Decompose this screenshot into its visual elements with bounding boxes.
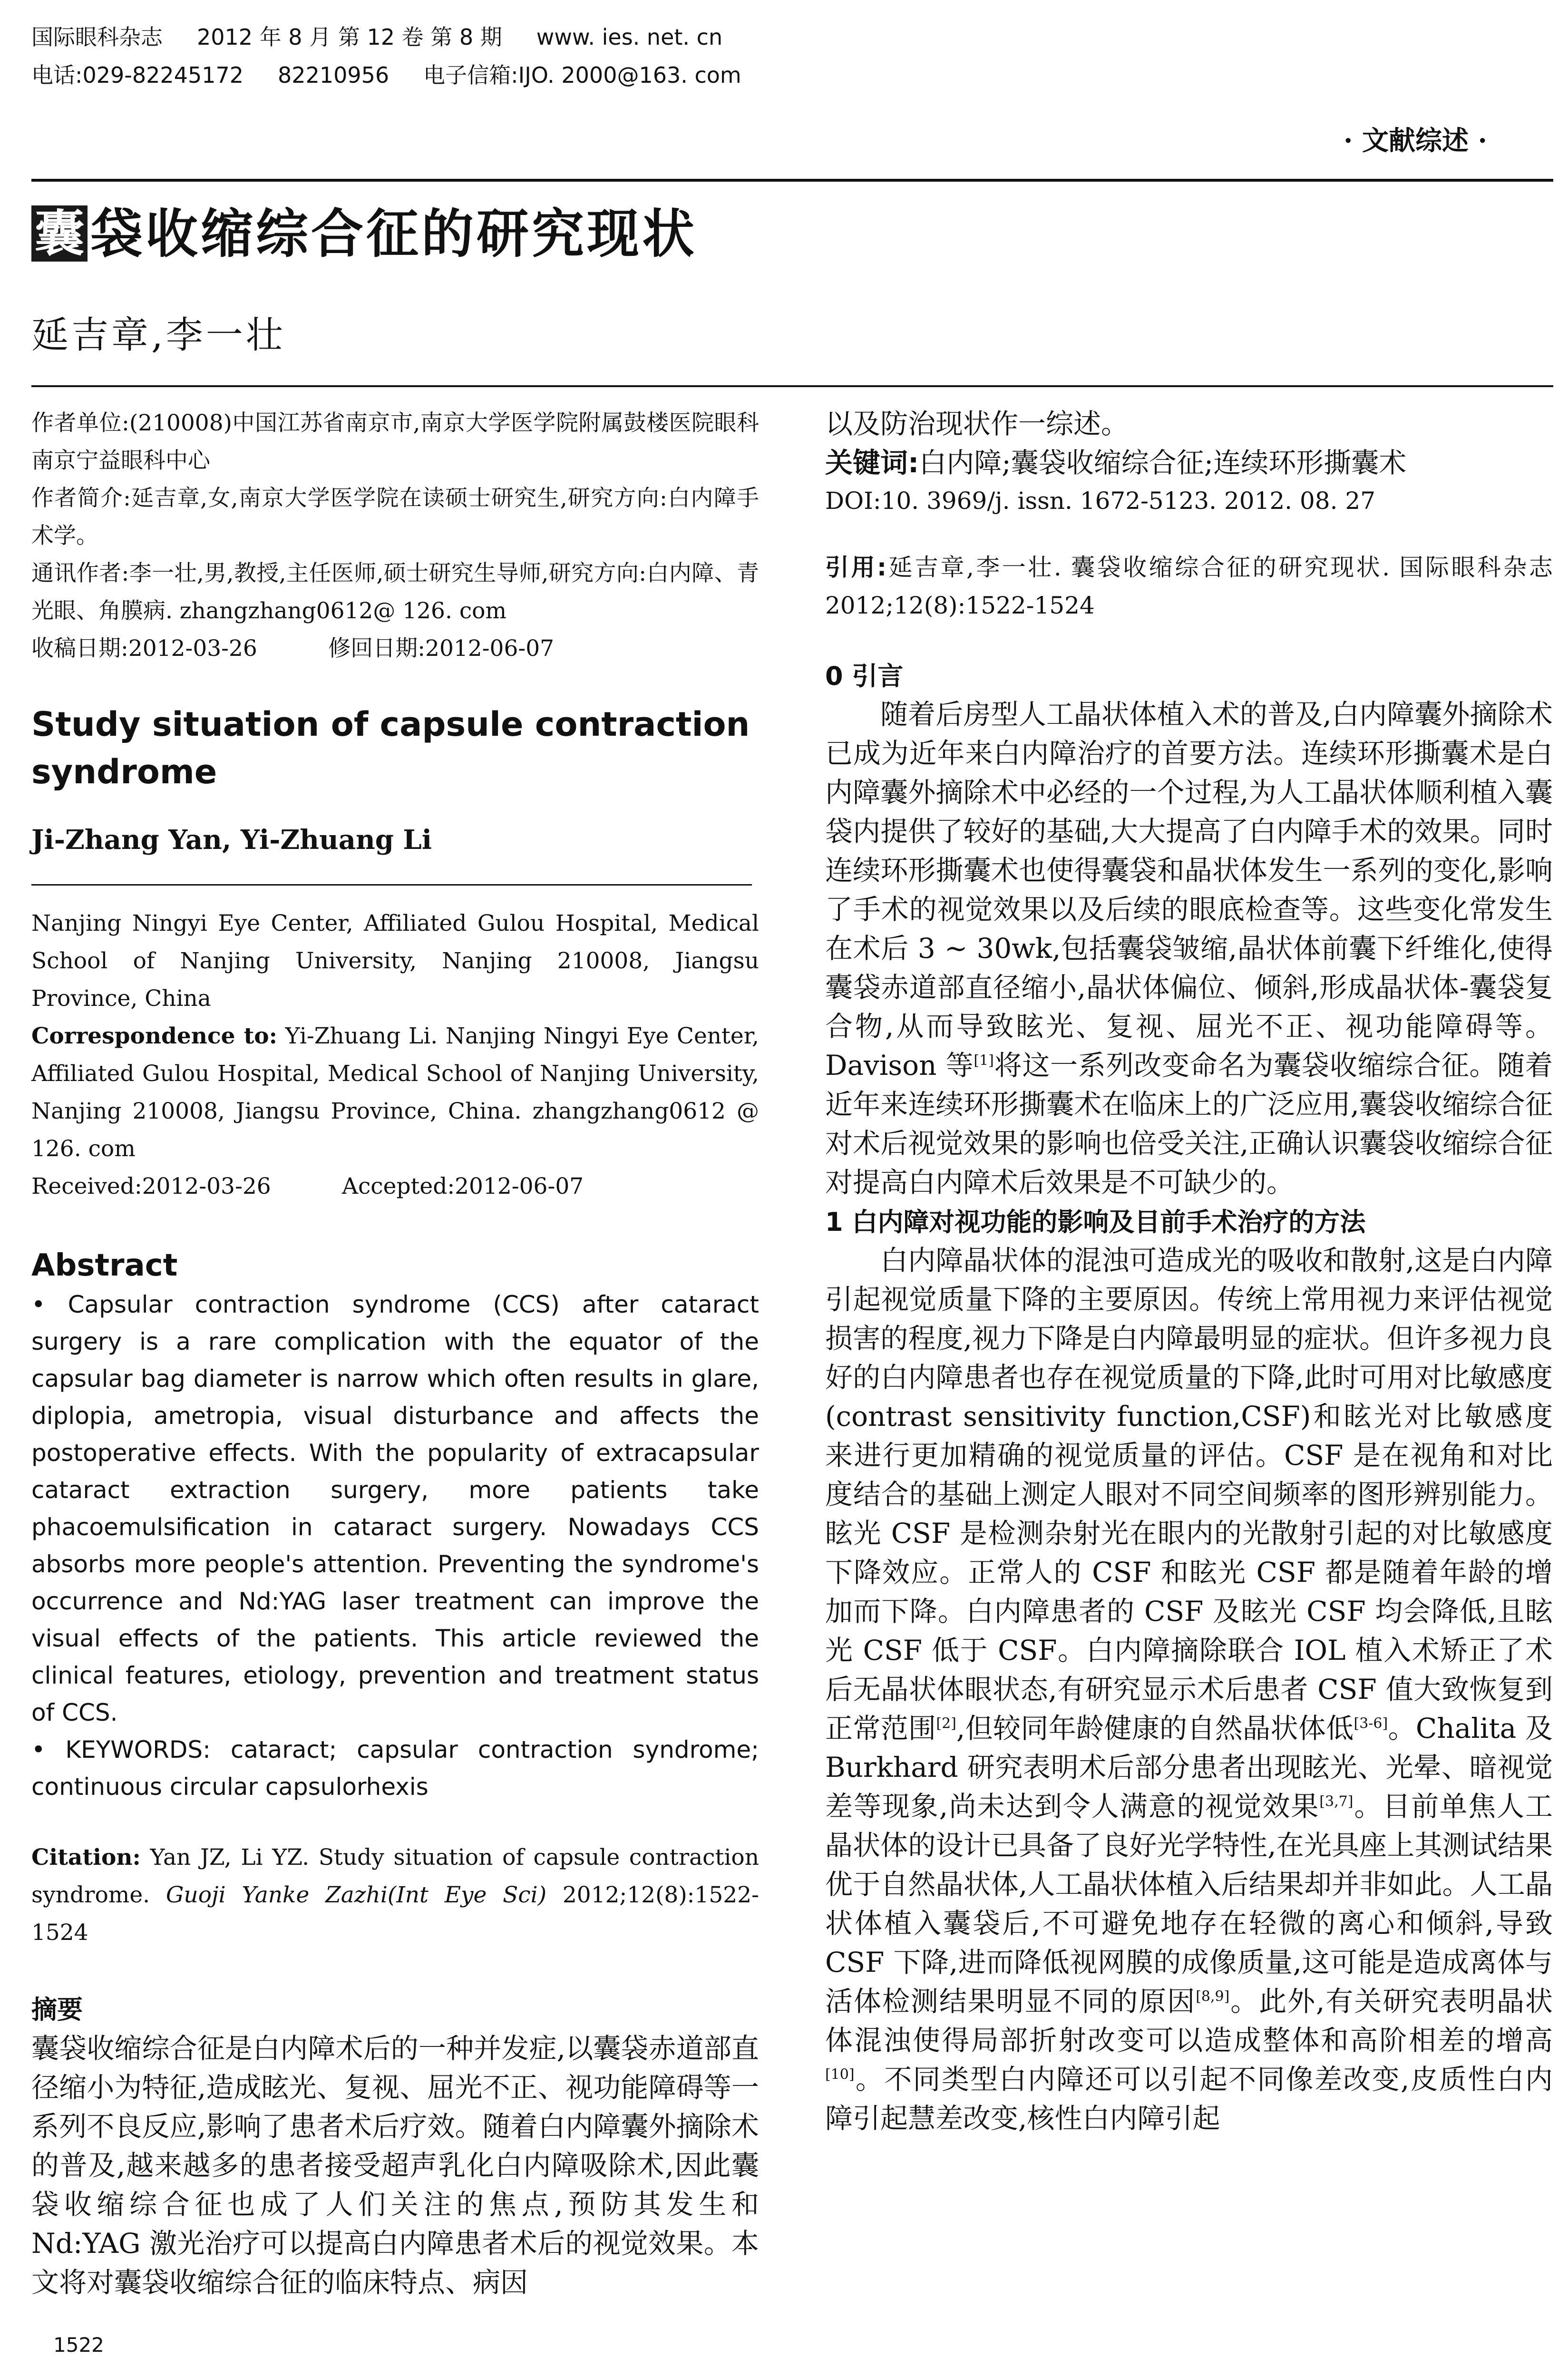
page-number: 1522 — [53, 2333, 104, 2357]
received-dates-cn: 收稿日期:2012-03-26 修回日期:2012-06-07 — [31, 635, 555, 662]
correspondence-label: Correspondence to: — [31, 1023, 277, 1049]
ref-6: [10] — [825, 2066, 855, 2083]
article-title — [31, 205, 697, 267]
cite-text: 延吉章,李一壮. 囊袋收缩综合征的研究现状. 国际眼科杂志 2012;12(8):1522-1524 — [825, 554, 1553, 619]
sec1-text-c: 。Chalita 及 Burkhard 研究表明术后部分患者出现眩光、光晕、暗视觉差等现象,尚未达到令人满意的视觉效果 — [825, 1712, 1553, 1822]
chinese-abstract-heading: 摘要 — [31, 1995, 83, 2025]
keywords-label: 关键词: — [825, 447, 919, 479]
english-dates: Received:2012-03-26 Accepted:2012-06-07 — [31, 1173, 584, 1199]
abstract-body: • Capsular contraction syndrome (CCS) after cataract surgery is a rare complication with the equator of the capsular bag diameter is narrow which often results in glare, diplopia, ametropia, visual disturbance and affects the postoperative effects. With the popularity of extracapsular cataract extraction surgery, more patients take phacoemulsification in cataract surgery. Nowadays CCS absorbs more people's attention. Preventing the syndrome's occurrence and Nd:YAG laser treatment can improve the visual effects of the patients. This article reviewed the clinical features, etiology, prevention and treatment status of CCS. — [31, 1291, 759, 1726]
authors-chinese: 延吉章,李一壮 — [31, 314, 286, 357]
doi: DOI:10. 3969/j. issn. 1672-5123. 2012. 08. 27 — [825, 487, 1376, 515]
english-authors: Ji-Zhang Yan, Yi-Zhuang Li — [31, 824, 432, 856]
left-column — [31, 404, 759, 2302]
citation-volume: 2012;12(8):1522-1524 — [31, 1882, 759, 1946]
intro-text-a: 随着后房型人工晶状体植入术的普及,白内障囊外摘除术已成为近年来白内障治疗的首要方法。连续环形撕囊术是白内障囊外摘除术中必经的一个过程,为人工晶状体顺利植入囊袋内提供了较好的基础,大大提高了白内障手术的效果。同时连续环形撕囊术也使得囊袋和晶状体发生一系列的变化,影响了手术的视觉效果以及后续的眼底检查等。这些变化常发生在术后 3 ~ 30wk,包括囊袋皱缩,晶状体前囊下纤维化,使得囊袋赤道部直径缩小,晶状体偏位、倾斜,形成晶状体-囊袋复合物,从而导致眩光、复视、屈光不正、视功能障碍等。Davison 等 — [825, 698, 1553, 1081]
author-bio: 作者简介:延吉章,女,南京大学医学院在读硕士研究生,研究方向:白内障手术学。 — [31, 485, 759, 549]
section1-paragraph — [825, 1241, 1553, 2138]
intro-text-b: 将这一系列改变命名为囊袋收缩综合征。随着近年来连续环形撕囊术在临床上的广泛应用,囊袋收缩综合征对术后视觉效果的影响也倍受关注,正确认识囊袋收缩综合征对提高白内障术后效果是不可缺少的。 — [825, 1049, 1553, 1198]
english-author-rule — [31, 884, 752, 886]
sec1-text-d: 。目前单焦人工晶状体的设计已具备了良好光学特性,在光具座上其测试结果优于自然晶状体,人工晶状体植入后结果却并非如此。人工晶状体植入囊袋后,不可避免地存在轻微的离心和倾斜,导致 CSF 下降,进而降低视网膜的成像质量,这可能是造成离体与活体检测结果明显不同的原因 — [825, 1790, 1553, 2017]
chinese-abstract-continued: 以及防治现状作一综述。 — [825, 408, 1129, 440]
section-label: · 文献综述 · — [1344, 125, 1487, 156]
chinese-citation — [825, 548, 1553, 624]
citation-text: Yan JZ, Li YZ. Study situation of capsule contraction syndrome. — [31, 1844, 759, 1908]
correspondence-text: Yi-Zhuang Li. Nanjing Ningyi Eye Center, Affiliated Gulou Hospital, Medical School of Nanjing University, Nanjing 210008, Jiangsu Province, China. zhangzhang0612 @ 126. com — [31, 1023, 759, 1162]
title-drop-initial: 囊 — [31, 205, 88, 262]
keywords-text: 白内障;囊袋收缩综合征;连续环形撕囊术 — [919, 447, 1407, 479]
running-header-line2 — [31, 62, 741, 88]
running-header-line1 — [31, 24, 722, 50]
journal-email: 电子信箱:IJO. 2000@163. com — [423, 62, 741, 88]
abstract-keywords: • KEYWORDS: cataract; capsular contraction syndrome; continuous circular capsulorhexis — [31, 1736, 759, 1801]
chinese-abstract-body: 囊袋收缩综合征是白内障术后的一种并发症,以囊袋赤道部直径缩小为特征,造成眩光、复视、屈光不正、视功能障碍等一系列不良反应,影响了患者术后疗效。随着白内障囊外摘除术的普及,越来越多的患者接受超声乳化白内障吸除术,因此囊袋收缩综合征也成了人们关注的焦点,预防其发生和 Nd:YAG 激光治疗可以提高白内障患者术后的视觉效果。本文将对囊袋收缩综合征的临床特点、病因 — [31, 2032, 759, 2299]
ref-1: [1] — [974, 1052, 994, 1069]
sec1-text-f: 。不同类型白内障还可以引起不同像差改变,皮质性白内障引起慧差改变,核性白内障引起 — [825, 2063, 1553, 2134]
sec1-text-b: ,但较同年龄健康的自然晶状体低 — [956, 1712, 1354, 1744]
english-title: Study situation of capsule contraction syndrome — [31, 705, 750, 791]
cite-label: 引用: — [825, 554, 886, 581]
journal-phone: 电话:029-82245172 — [31, 62, 244, 88]
ref-5: [8,9] — [1196, 1988, 1230, 2005]
author-affiliation: 作者单位:(210008)中国江苏省南京市,南京大学医学院附属鼓楼医院眼科南京宁益眼科中心 — [31, 410, 759, 474]
ref-4: [3,7] — [1319, 1793, 1354, 1810]
corresponding-author: 通讯作者:李一壮,男,教授,主任医师,硕士研究生导师,研究方向:白内障、青光眼、角膜病. zhangzhang0612@ 126. com — [31, 560, 759, 624]
citation-label: Citation: — [31, 1844, 141, 1870]
journal-name: 国际眼科杂志 — [31, 24, 163, 50]
right-column — [825, 404, 1553, 2138]
citation — [31, 1839, 759, 1951]
ref-3: [3-6] — [1354, 1715, 1388, 1732]
intro-heading: 0 引言 — [825, 661, 904, 691]
top-rule — [31, 179, 1553, 182]
english-correspondence — [31, 1017, 759, 1168]
section1-heading: 1 白内障对视功能的影响及目前手术治疗的方法 — [825, 1207, 1366, 1237]
ref-2: [2] — [936, 1715, 956, 1732]
intro-paragraph — [825, 695, 1553, 1202]
sec1-text-e: 。此外,有关研究表明晶状体混浊使得局部折射改变可以造成整体和高阶相差的增高 — [825, 1985, 1553, 2056]
abstract-heading: Abstract — [31, 1248, 178, 1283]
chinese-keywords — [825, 443, 1553, 482]
english-affiliation: Nanjing Ningyi Eye Center, Affiliated Gulou Hospital, Medical School of Nanjing University, Nanjing 210008, Jiangsu Province, China — [31, 910, 759, 1012]
journal-phone2: 82210956 — [278, 62, 390, 88]
citation-journal: Guoji Yanke Zazhi(Int Eye Sci) — [166, 1882, 547, 1908]
journal-website: www. ies. net. cn — [536, 24, 723, 50]
title-text: 袋收缩综合征的研究现状 — [90, 203, 697, 264]
sec1-text-a: 白内障晶状体的混浊可造成光的吸收和散射,这是白内障引起视觉质量下降的主要原因。传统上常用视力来评估视觉损害的程度,视力下降是白内障最明显的症状。但许多视力良好的白内障患者也存在视觉质量的下降,此时可用对比敏感度(contrast sensitivity function,CSF)和眩光对比敏感度来进行更加精确的视觉质量的评估。CSF 是在视角和对比度结合的基础上测定人眼对不同空间频率的图形辨别能力。眩光 CSF 是检测杂射光在眼内的光散射引起的对比敏感度下降效应。正常人的 CSF 和眩光 CSF 都是随着年龄的增加而下降。白内障患者的 CSF 及眩光 CSF 均会降低,且眩光 CSF 低于 CSF。白内障摘除联合 IOL 植入术矫正了术后无晶状体眼状态,有研究显示术后患者 CSF 值大致恢复到正常范围 — [825, 1244, 1553, 1744]
issue-info: 2012 年 8 月 第 12 卷 第 8 期 — [197, 24, 502, 50]
header-rule — [31, 385, 1553, 387]
